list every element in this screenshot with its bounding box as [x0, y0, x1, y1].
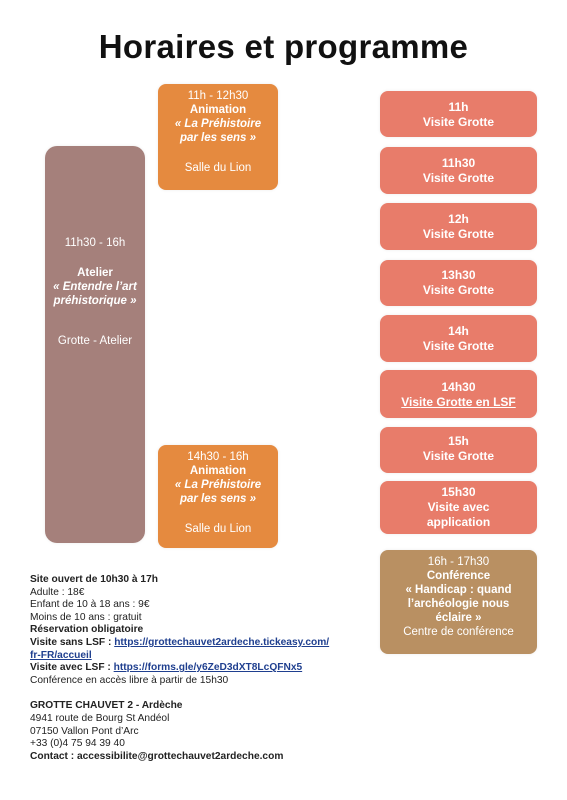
visit-lsf-label: Visite avec LSF : — [30, 662, 111, 674]
animation-name-1: « La Préhistoire — [174, 118, 262, 130]
animation-time: 11h - 12h30 — [187, 90, 249, 102]
animation-block-1 — [158, 84, 278, 190]
contact-email[interactable]: Contact : accessibilite@grottechauvet2ardeche.com — [30, 750, 284, 762]
animation-name-2: par les sens » — [179, 493, 257, 505]
price-under10: Moins de 10 ans : gratuit — [30, 611, 142, 623]
atelier-block — [45, 146, 145, 543]
visit-block-1200 — [380, 203, 537, 250]
visit-time: 13h30 — [441, 268, 476, 282]
visit-block-1400 — [380, 315, 537, 362]
visit-label: Visite avec — [427, 500, 490, 514]
org-name: GROTTE CHAUVET 2 - Ardèche — [30, 700, 183, 712]
visit-time: 15h30 — [441, 485, 476, 499]
animation-type: Animation — [189, 465, 247, 477]
conference-note: Conférence en accès libre à partir de 15h30 — [30, 674, 229, 686]
conference-block — [380, 550, 537, 654]
page-title: Horaires et programme — [98, 28, 469, 65]
visit-time: 12h — [448, 212, 469, 226]
animation-block-2 — [158, 445, 278, 548]
atelier-place: Grotte - Atelier — [57, 335, 133, 347]
opening-hours: Site ouvert de 10h30 à 17h — [30, 574, 158, 585]
visit-block-1130 — [380, 147, 537, 194]
visit-label: Visite Grotte — [422, 339, 495, 353]
visit-lsf-link[interactable]: https://forms.gle/y6ZeD3dXT8LcQFNx5 — [113, 662, 303, 674]
visit-label: Visite Grotte — [422, 115, 495, 129]
phone: +33 (0)4 75 94 39 40 — [30, 738, 125, 750]
reservation-note: Réservation obligatoire — [30, 624, 144, 636]
visit-block-1530 — [380, 481, 537, 534]
visit-block-1430 — [380, 370, 537, 418]
visit-label: Visite Grotte — [422, 283, 495, 297]
visit-time: 11h — [448, 100, 469, 114]
atelier-type: Atelier — [77, 267, 113, 279]
address-line-1: 4941 route de Bourg St Andéol — [30, 712, 170, 724]
visit-label: Visite Grotte — [422, 449, 495, 463]
visit-no-lsf-link[interactable]: https://grottechauvet2ardeche.tickeasy.com/ — [114, 636, 330, 648]
price-adult: Adulte : 18€ — [30, 586, 85, 598]
animation-place: Salle du Lion — [184, 523, 252, 535]
conference-title-2: l’archéologie nous — [407, 598, 510, 610]
visit-no-lsf-link-cont[interactable]: fr-FR/accueil — [30, 649, 92, 661]
visit-block-1500 — [380, 427, 537, 473]
conference-type: Conférence — [426, 570, 491, 582]
visit-block-1330 — [380, 260, 537, 306]
conference-title-1: « Handicap : quand — [405, 584, 512, 596]
visit-time: 15h — [448, 434, 469, 448]
visit-block-1100 — [380, 91, 537, 137]
visit-label: Visite Grotte — [422, 227, 495, 241]
atelier-name-2: préhistorique » — [53, 295, 137, 307]
conference-title-3: éclaire » — [435, 612, 482, 624]
animation-place: Salle du Lion — [184, 162, 252, 174]
animation-name-2: par les sens » — [179, 132, 257, 144]
address-line-2: 07150 Vallon Pont d’Arc — [30, 725, 139, 737]
price-child: Enfant de 10 à 18 ans : 9€ — [30, 599, 150, 611]
visit-time: 14h30 — [441, 380, 476, 394]
visit-time: 14h — [448, 324, 469, 338]
visit-label: Visite Grotte en LSF — [401, 395, 516, 409]
animation-type: Animation — [189, 104, 247, 116]
visit-no-lsf-label: Visite sans LSF : — [30, 636, 112, 648]
atelier-time: 11h30 - 16h — [64, 237, 126, 249]
animation-time: 14h30 - 16h — [187, 451, 249, 463]
practical-info — [30, 574, 390, 763]
visit-label-2: application — [426, 515, 491, 529]
visit-label: Visite Grotte — [422, 171, 495, 185]
conference-place: Centre de conférence — [403, 626, 514, 638]
animation-name-1: « La Préhistoire — [174, 479, 262, 491]
conference-time: 16h - 17h30 — [427, 556, 490, 568]
visit-time: 11h30 — [441, 156, 476, 170]
atelier-name-1: « Entendre l’art — [53, 281, 137, 293]
